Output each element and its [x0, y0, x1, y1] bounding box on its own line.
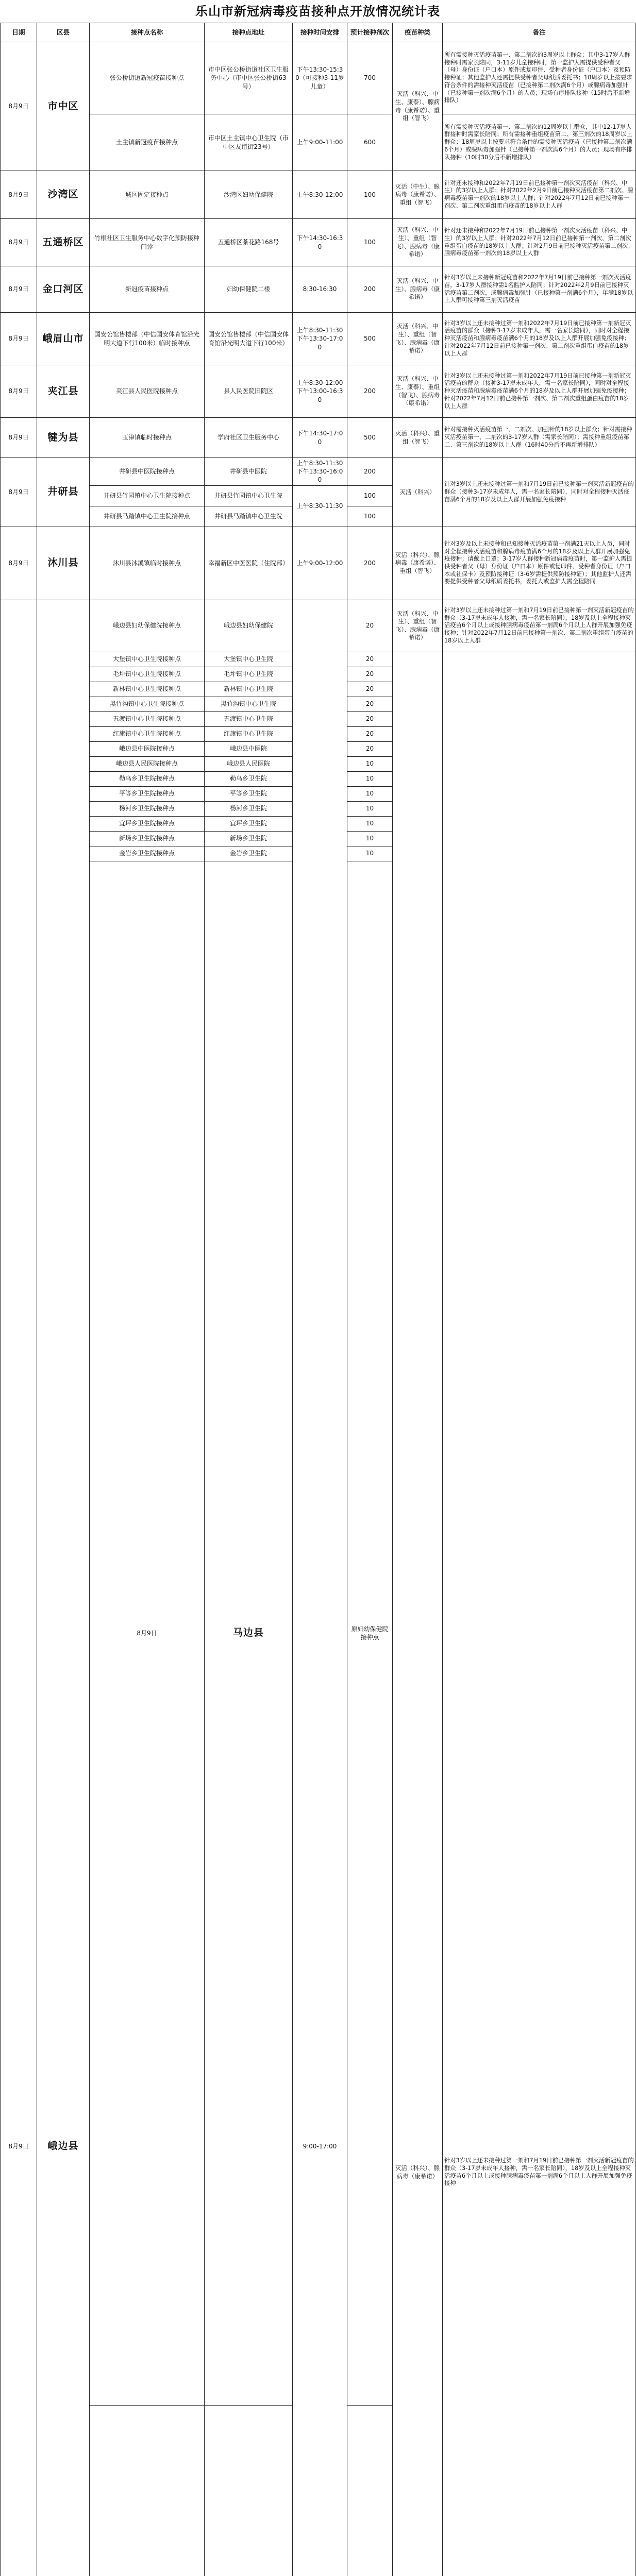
district-cell: 市中区	[37, 42, 90, 171]
remarks-cell: 所有需接种灭活疫苗第一、第二剂次的12周岁以上群众，其中12-17岁人群接种时需家长陪同；所有需接种重组疫苗第二、第三剂次的18周岁以上群众；18周岁以上按要求符合条件的需接种灭活疫苗（已接种第二剂次满6个月）或腺病毒加强针（已接种第一剂次满6个月）的人员；现场有序排队接种（10时30分后不新增排队）	[443, 114, 636, 171]
schedule-cell: 上午9:00-12:00	[293, 527, 347, 600]
vaccine-type-cell: 灭活（科兴、中生）、重组（智飞）、腺病毒（康希诺）	[393, 313, 443, 365]
site-name-cell: 井研县中医院接种点	[90, 458, 205, 486]
site-address-cell: 新林镇中心卫生院	[205, 682, 293, 697]
schedule-cell: 上午8:30-12:00	[293, 171, 347, 219]
planned-doses-cell: 20	[347, 682, 393, 697]
site-name-cell: 杨河乡卫生院接种点	[90, 801, 205, 816]
vaccine-type-cell: 灭活（科兴）、重组（智飞）	[393, 418, 443, 458]
district-cell: 峨边县	[37, 600, 90, 2576]
remarks-cell: 针对还未接种和2022年7月19日前已接种第一剂次灭活疫苗（科兴、中生）的3岁以上人群；针对2022年7月12日前已接种第一剂次、第二剂次重组蛋白疫苗的18岁以上人群；针对2月9日前已接种灭活疫苗第二剂次、腺病毒疫苗第一剂次的18岁以上人群	[443, 219, 636, 266]
site-address-cell: 新场乡卫生院	[205, 831, 293, 846]
planned-doses-cell: 20	[347, 711, 393, 726]
planned-doses-cell: 600	[347, 114, 393, 171]
site-name-cell: 新冠疫苗接种点	[90, 266, 205, 313]
district-cell: 金口河区	[37, 266, 90, 313]
site-name-cell: 国安公馆售楼部（中信国安体育馆沿光明大道下行100米）临时接种点	[90, 313, 205, 365]
vaccine-type-cell: 灭活（科兴）、腺病毒（康希诺）、重组（智飞）	[393, 527, 443, 600]
planned-doses-cell: 700	[347, 42, 393, 114]
planned-doses-cell: 10	[347, 771, 393, 786]
site-address-cell: 平等乡卫生院	[205, 786, 293, 801]
planned-doses-cell: 20	[347, 667, 393, 682]
table-row	[1, 42, 636, 114]
site-name-cell: 毛坪镇中心卫生院接种点	[90, 667, 205, 682]
header-site-address: 接种点地址	[205, 23, 293, 42]
table-row	[1, 171, 636, 219]
site-name-cell: 勒乌乡卫生院接种点	[90, 771, 205, 786]
date-cell: 8月9日	[1, 418, 37, 458]
site-address-cell: 国安公馆售楼部（中信国安体育馆沿光明大道下行100米）	[205, 313, 293, 365]
site-address-cell: 杨河乡卫生院	[205, 801, 293, 816]
site-name-cell: 新场乡卫生院接种点	[90, 831, 205, 846]
date-cell: 8月9日	[1, 42, 37, 171]
page	[0, 0, 635, 998]
date-cell: 8月9日	[1, 313, 37, 365]
schedule-cell: 下午13:30-15:30（可接种3-11岁儿童）	[293, 42, 347, 114]
site-name-cell: 竹根社区卫生服务中心数字化预防接种门诊	[90, 219, 205, 266]
date-cell: 8月9日	[1, 600, 37, 2576]
table-body	[1, 42, 636, 2576]
date-cell: 8月9日	[1, 266, 37, 313]
site-name-cell	[347, 2405, 393, 2576]
planned-doses-cell: 20	[347, 726, 393, 741]
planned-doses-cell: 100	[347, 506, 393, 527]
header-site-name: 接种点名称	[90, 23, 205, 42]
site-address-cell: 井研县马踏镇中心卫生院	[205, 506, 293, 527]
remarks-cell: 针对还未接种和2022年7月19日前已接种第一剂次灭活疫苗（科兴、中生）的3岁以上人群；针对2022年2月9日前已接种灭活疫苗第二剂次、腺病毒疫苗第一剂次的18岁以上人群；针对2022年7月12日前已接种第一剂次、第二剂次重组蛋白疫苗的18岁以上人群	[443, 171, 636, 219]
site-name-cell: 平等乡卫生院接种点	[90, 786, 205, 801]
planned-doses-cell: 100	[347, 219, 393, 266]
date-cell: 8月9日	[1, 219, 37, 266]
site-name-cell: 井研县竹园镇中心卫生院接种点	[90, 485, 205, 506]
planned-doses-cell: 10	[347, 756, 393, 771]
vaccine-type-cell: 灭活（科兴、中生）、腺病毒（康希诺）	[393, 266, 443, 313]
table-row	[1, 219, 636, 266]
schedule-cell: 上午8:30-12:00 下午13:00-16:30	[293, 365, 347, 418]
remarks-cell: 针对3岁以上未接种新冠疫苗和2022年7月19日前已接种第一剂次灭活疫苗，3-17岁人群接种需1名监护人陪同；针对2022年2月9日前已接种灭活疫苗第二剂次，或腺病毒加强针（已接种第一剂满6个月），年满18岁以上人群可接种第三剂灭活疫苗	[443, 266, 636, 313]
table-row	[1, 600, 636, 652]
site-address-cell: 市中区土主镇中心卫生院（市中区友谊街23号）	[205, 114, 293, 171]
vaccine-type-cell: 灭活（科兴、中生）、重组（智飞）、腺病毒（康希诺）	[393, 219, 443, 266]
planned-doses-cell: 20	[347, 741, 393, 756]
vaccine-type-cell: 灭活（中生）、腺病毒（康希诺）、重组（智飞）	[393, 171, 443, 219]
site-name-cell: 峨边县人民医院接种点	[90, 756, 205, 771]
schedule-cell: 下午14:30-16:30	[293, 219, 347, 266]
planned-doses-cell: 100	[347, 171, 393, 219]
site-address-cell: 红旗镇中心卫生院	[205, 726, 293, 741]
site-address-cell: 金岩乡卫生院	[205, 846, 293, 861]
table-row	[1, 527, 636, 600]
header-row	[1, 23, 636, 42]
site-address-cell: 井研县中医院	[205, 458, 293, 486]
site-name-cell: 宜坪乡卫生院接种点	[90, 816, 205, 831]
district-cell: 沐川县	[37, 527, 90, 600]
planned-doses-cell: 200	[347, 365, 393, 418]
site-name-cell: 五渡镇中心卫生院接种点	[90, 711, 205, 726]
table-row	[1, 266, 636, 313]
site-address-cell: 大堡镇中心卫生院	[205, 652, 293, 667]
remarks-cell: 针对需接种灭活疫苗第一、二剂次、加强针的18岁以上群众；针对需接种灭活疫苗第一、二剂次的3-17岁人群（需家长陪同）；需接种重组疫苗第二、第三剂次的18岁以上人群（16时40分后不再新增排队）	[443, 418, 636, 458]
planned-doses-cell: 10	[347, 801, 393, 816]
site-name-cell: 玉津镇临时接种点	[90, 418, 205, 458]
site-address-cell: 毛坪镇中心卫生院	[205, 667, 293, 682]
vaccination-sites-table	[0, 23, 636, 2576]
schedule-cell: 9:00-17:00	[293, 600, 347, 2576]
planned-doses-cell: 200	[347, 527, 393, 600]
table-row	[1, 313, 636, 365]
site-address-cell: 沙湾区妇幼保健院	[205, 171, 293, 219]
page-title: 乐山市新冠病毒疫苗接种点开放情况统计表	[0, 0, 635, 23]
header-schedule: 接种时间安排	[293, 23, 347, 42]
planned-doses-cell: 10	[347, 786, 393, 801]
vaccine-type-cell: 灭活（科兴、中生、康泰）、腺病毒（康希诺）、重组（智飞）	[393, 42, 443, 171]
date-cell	[90, 2405, 205, 2576]
planned-doses-cell: 20	[347, 697, 393, 711]
planned-doses-cell: 20	[347, 600, 393, 652]
planned-doses-cell: 100	[347, 485, 393, 506]
district-cell	[205, 2405, 293, 2576]
site-address-cell: 学府社区卫生服务中心	[205, 418, 293, 458]
site-address-cell: 幸福新区中医医院（住院部）	[205, 527, 293, 600]
district-cell: 井研县	[37, 458, 90, 527]
site-address-cell: 市中区张公桥街道社区卫生服务中心（市中区张公桥街63号）	[205, 42, 293, 114]
schedule-cell: 上午9:00-11:00	[293, 114, 347, 171]
remarks-cell: 所有需接种灭活疫苗第一、第二剂次的3周岁以上群众；其中3-17岁人群接种时需家长陪同，3-11岁儿童接种时，第一监护人需提供受种者父（母）身份证（户口本）原件或复印件、受种者身份证（户口本）及预防接种证；其他监护人还需提供受种者父母纸质委托书；18周岁以上按要求符合条件的需接种灭活疫苗（已接种第二剂次满6个月）或腺病毒加强针（已接种第一剂次满6个月）的人员；现场有序排队接种（15时后不新增排队）	[443, 42, 636, 114]
planned-doses-cell: 500	[347, 313, 393, 365]
date-cell: 8月9日	[1, 458, 37, 527]
header-planned-doses: 预计接种剂次	[347, 23, 393, 42]
schedule-cell: 上午8:30-11:30 下午13:30-16:00	[293, 458, 347, 486]
site-name-cell: 黑竹沟镇中心卫生院接种点	[90, 697, 205, 711]
site-address-cell: 峨边县人民医院	[205, 756, 293, 771]
site-name-cell: 井研县马踏镇中心卫生院接种点	[90, 506, 205, 527]
remarks-cell: 针对3岁以上还未接种过第一剂和7月19日前已接种第一剂灭活新冠疫苗的群众（3-17岁未成年人接种，需一名家长陪同），18岁及以上全程接种灭活疫苗6个月以上或接种腺病毒疫苗第一剂满6个月以上人群开展加强免疫接种；针对2022年7月12日前已接种第一剂次、第二剂次重组蛋白疫苗的18岁以上人群	[443, 600, 636, 652]
table-row	[1, 418, 636, 458]
site-name-cell: 原妇幼保健院接种点	[347, 861, 393, 2405]
site-name-cell: 金岩乡卫生院接种点	[90, 846, 205, 861]
table-row	[1, 458, 636, 486]
schedule-cell: 上午8:30-11:30	[293, 485, 347, 527]
planned-doses-cell: 10	[347, 831, 393, 846]
date-cell: 8月9日	[1, 171, 37, 219]
site-address-cell: 黑竹沟镇中心卫生院	[205, 697, 293, 711]
vaccine-type-cell: 灭活（科兴、中生）、重组（智飞）、腺病毒（康希诺）	[393, 600, 443, 652]
remarks-cell: 针对3岁以上还未接种过第一剂和2022年7月19日前已接种第一剂新冠灭活疫苗的群众（接种3-17岁未成年人，需一名家长陪同），同时对全程接种灭活疫苗和腺病毒疫苗满6个月的18岁及以上人群开展加强免疫接种；针对2022年7月12日前已接种第一剂次、第二剂次重组蛋白疫苗的18岁以上人群	[443, 313, 636, 365]
district-cell: 峨眉山市	[37, 313, 90, 365]
site-address-cell: 井研县竹园镇中心卫生院	[205, 485, 293, 506]
planned-doses-cell: 200	[347, 266, 393, 313]
district-cell: 五通桥区	[37, 219, 90, 266]
site-name-cell: 夹江县人民医院接种点	[90, 365, 205, 418]
vaccine-type-cell: 灭活（科兴）、腺病毒（康希诺）	[393, 652, 443, 2576]
site-name-cell: 张公桥街道新冠疫苗接种点	[90, 42, 205, 114]
site-name-cell: 沐川县沐溪镇临时接种点	[90, 527, 205, 600]
schedule-cell: 8:30-16:30	[293, 266, 347, 313]
district-cell: 犍为县	[37, 418, 90, 458]
site-address-cell: 五渡镇中心卫生院	[205, 711, 293, 726]
planned-doses-cell: 10	[347, 846, 393, 861]
date-cell: 8月9日	[90, 861, 205, 2405]
site-address-cell: 宜坪乡卫生院	[205, 816, 293, 831]
remarks-cell: 针对3岁以上还未接种过第一剂和7月19日前已接种第一剂灭活新冠疫苗的群众（3-17岁未成年人接种，需一名家长陪同），18岁及以上全程接种灭活疫苗6个月以上或接种腺病毒疫苗第一剂满6个月以上人群开展加强免疫接种	[443, 652, 636, 2576]
site-name-cell: 大堡镇中心卫生院接种点	[90, 652, 205, 667]
header-vaccine-type: 疫苗种类	[393, 23, 443, 42]
remarks-cell: 针对3岁以上还未接种过第一剂和2022年7月19日前已接种第一剂新冠灭活疫苗的群众（接种3-17岁未成年人，需一名家长陪同），同时对全程接种灭活疫苗和腺病毒疫苗满6个月的18岁及以上人群开展加强免疫接种；针对2022年7月12日前已接种第一剂次、第二剂次重组蛋白疫苗的18岁以上人群	[443, 365, 636, 418]
date-cell: 8月9日	[1, 527, 37, 600]
site-name-cell: 红旗镇中心卫生院接种点	[90, 726, 205, 741]
header-remarks: 备注	[443, 23, 636, 42]
site-address-cell: 峨边县妇幼保健院	[205, 600, 293, 652]
district-cell: 马边县	[205, 861, 293, 2405]
schedule-cell: 下午14:30-17:00	[293, 418, 347, 458]
site-name-cell: 土主镇新冠疫苗接种点	[90, 114, 205, 171]
vaccine-type-cell: 灭活（科兴、中生、康泰）、重组（智飞）、腺病毒（康希诺）	[393, 365, 443, 418]
remarks-cell: 针对3岁以上还未接种过第一剂和7月19日前已接种第一剂灭活新冠疫苗的群众（接种3-17岁未成年人，需一名家长陪同），同时对全程接种灭活疫苗满6个月的18岁及以上人群开展加强免疫接种	[443, 458, 636, 527]
site-name-cell: 城区固定接种点	[90, 171, 205, 219]
table-row	[1, 365, 636, 418]
site-address-cell: 妇幼保健院二楼	[205, 266, 293, 313]
schedule-cell: 上午8:30-11:30 下午13:30-17:00	[293, 313, 347, 365]
site-address-cell: 五通桥区茶花路168号	[205, 219, 293, 266]
planned-doses-cell: 200	[347, 458, 393, 486]
header-date: 日期	[1, 23, 37, 42]
site-name-cell: 峨边县妇幼保健院接种点	[90, 600, 205, 652]
planned-doses-cell: 10	[347, 816, 393, 831]
site-address-cell: 峨边县中医院	[205, 741, 293, 756]
table-row	[1, 114, 636, 171]
site-address-cell: 勒乌乡卫生院	[205, 771, 293, 786]
remarks-cell: 针对3岁及以上未接种和已知接种灭活疫苗第一剂满21天以上人员，同时对全程接种灭活疫苗和腺病毒疫苗满6个月的18岁及以上人群开展加强免疫接种；请戴上口罩；3-17岁人群接种新冠病毒疫苗时，第一监护人需提供受种者父（母）身份证（户口本）原件或复印件、受种者身份证（户口本或社保卡）及预防接种证（3-6岁需提供预防接种证）；其他监护人还需要提供受种者父母纸质委托书，委托人或监护人需全程陪同	[443, 527, 636, 600]
site-name-cell: 峨边县中医院接种点	[90, 741, 205, 756]
header-district: 区县	[37, 23, 90, 42]
planned-doses-cell: 500	[347, 418, 393, 458]
site-address-cell: 县人民医院旧院区	[205, 365, 293, 418]
district-cell: 沙湾区	[37, 171, 90, 219]
district-cell: 夹江县	[37, 365, 90, 418]
date-cell: 8月9日	[1, 365, 37, 418]
site-name-cell: 新林镇中心卫生院接种点	[90, 682, 205, 697]
planned-doses-cell: 20	[347, 652, 393, 667]
vaccine-type-cell: 灭活（科兴）	[393, 458, 443, 527]
